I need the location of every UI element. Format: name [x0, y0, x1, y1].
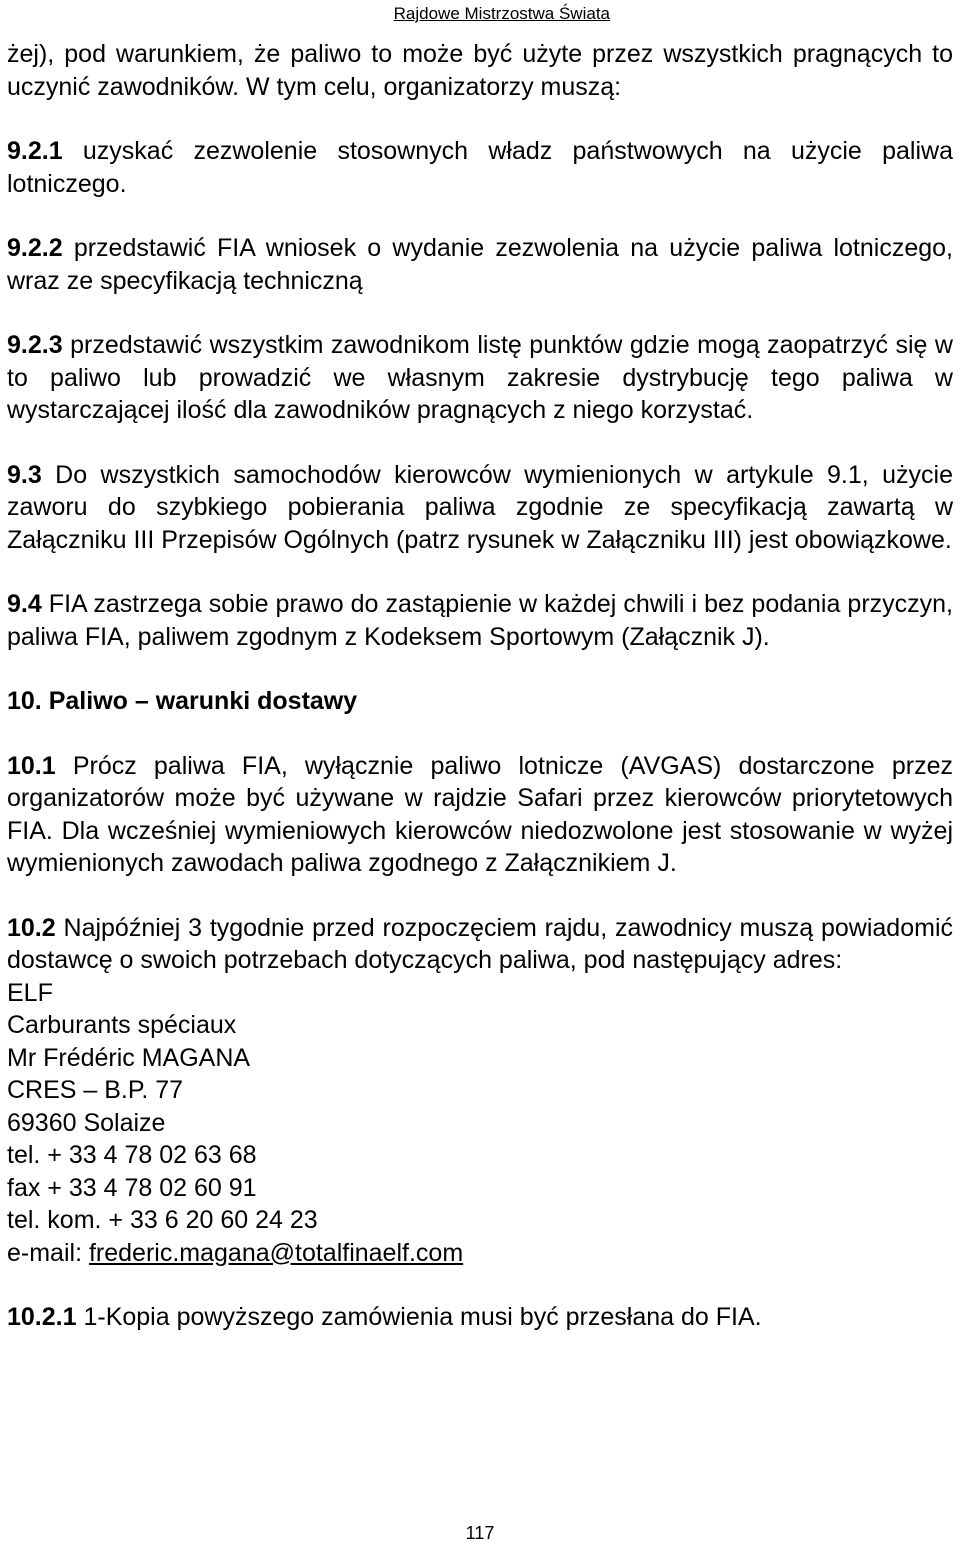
- mobile-line: tel. kom. + 33 6 20 60 24 23: [7, 1206, 318, 1234]
- section-text: Prócz paliwa FIA, wyłącznie paliwo lotnicze (AVGAS) dostarczone przez organizatorów może być używane w rajdzie Safari przez kierowców priorytetowych FIA. Dla wcześniej wymieniowych kierowców niedozwolone jest stosowanie w wyżej wymienionych zawodach paliwa zgodnego z Załącznikiem J.: [7, 751, 954, 877]
- running-header: Rajdowe Mistrzostwa Świata: [393, 4, 610, 23]
- section-text: przedstawić FIA wniosek o wydanie zezwolenia na użycie paliwa lotniczego, wraz ze specyfikacją techniczną: [7, 234, 953, 295]
- section-text: FIA zastrzega sobie prawo do zastąpienie w każdej chwili i bez podania przyczyn, paliwa FIA, paliwem zgodnym z Kodeksem Sportowym (Załącznik J).: [7, 590, 953, 651]
- section-text: Do wszystkich samochodów kierowców wymienionych w artykule 9.1, użycie zaworu do szybkiego pobierania paliwa zgodnie ze specyfikacją zawartą w Załączniku III Przepisów Ogólnych (patrz rysunek w Załączniku III) jest obowiązkowe.: [7, 460, 953, 554]
- section-number: 9.3: [7, 460, 42, 489]
- section-number: 10.2: [7, 913, 56, 942]
- document-body: [7, 38, 953, 1366]
- paragraph-9-2-2: [7, 232, 953, 297]
- section-number: 9.2.3: [7, 331, 63, 359]
- email-link[interactable]: frederic.magana@totalfinaelf.com: [88, 1238, 464, 1267]
- heading-number: 10.: [7, 687, 42, 715]
- paragraph-9-3: [7, 459, 953, 557]
- section-number: 10.1: [7, 751, 56, 780]
- paragraph-10-2-1: [7, 1301, 953, 1334]
- fax-line: fax + 33 4 78 02 60 91: [7, 1173, 257, 1202]
- paragraph-9-4: [7, 588, 953, 653]
- section-text: 1-Kopia powyższego zamówienia musi być przesłana do FIA.: [83, 1303, 762, 1331]
- email-label: e-mail:: [7, 1238, 89, 1267]
- paragraph-10-2: [7, 912, 953, 977]
- section-text: przedstawić wszystkim zawodnikom listę punktów gdzie mogą zaopatrzyć się w to paliwo lub prowadzić we własnym zakresie dystrybucję tego paliwa w wystarczającej ilość dla zawodników pragnących z niego korzystać.: [7, 331, 953, 424]
- section-number: 10.2.1: [7, 1303, 77, 1331]
- section-heading-10: [7, 685, 953, 718]
- address-line: Carburants spéciaux: [7, 1011, 237, 1039]
- section-number: 9.2.2: [7, 234, 63, 262]
- section-number: 9.4: [7, 590, 42, 618]
- page-number: 117: [465, 1523, 495, 1543]
- address-line: CRES – B.P. 77: [7, 1076, 184, 1104]
- supplier-address: [7, 977, 953, 1270]
- phone-line: tel. + 33 4 78 02 63 68: [7, 1141, 257, 1169]
- section-text: Najpóźniej 3 tygodnie przed rozpoczęciem rajdu, zawodnicy muszą powiadomić dostawcę o swoich potrzebach dotyczących paliwa, pod następujący adres:: [7, 913, 953, 974]
- paragraph-9-2-1: [7, 135, 953, 200]
- address-line: Mr Frédéric MAGANA: [7, 1043, 251, 1072]
- section-text: uzyskać zezwolenie stosownych władz państwowych na użycie paliwa lotniczego.: [7, 137, 953, 198]
- paragraph-9-2-3: [7, 329, 953, 427]
- section-number: 9.2.1: [7, 137, 63, 165]
- address-line: 69360 Solaize: [7, 1108, 166, 1137]
- email-line: [7, 1237, 953, 1270]
- heading-text: Paliwo – warunki dostawy: [48, 687, 358, 715]
- paragraph-intro: żej), pod warunkiem, że paliwo to może być użyte przez wszystkich pragnących to uczynić zawodników. W tym celu, organizatorzy muszą:: [7, 40, 953, 101]
- address-line: ELF: [7, 978, 53, 1007]
- paragraph-10-1: [7, 750, 953, 880]
